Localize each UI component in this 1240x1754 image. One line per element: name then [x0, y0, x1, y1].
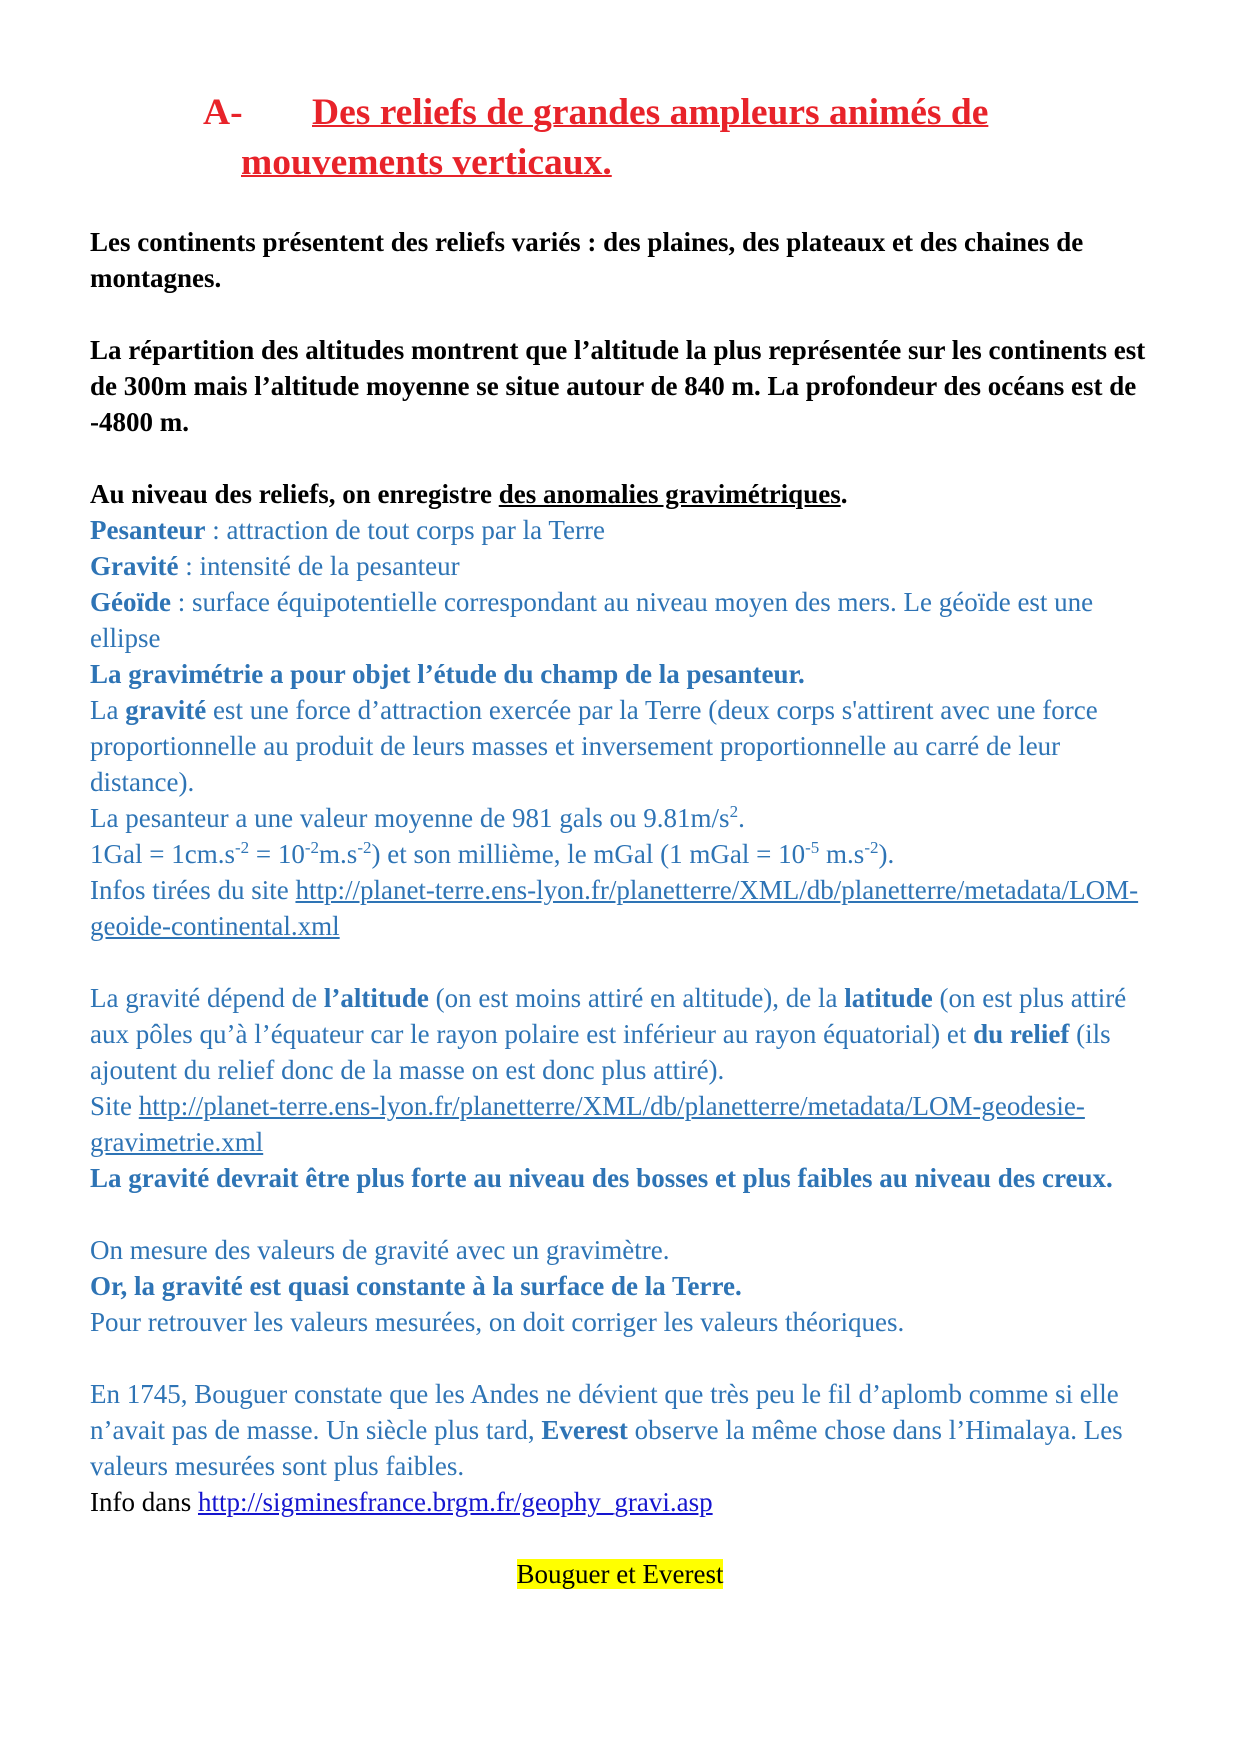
text-line: distance).: [90, 767, 195, 797]
section-title-part-1: Des reliefs de grandes ampleurs animés de: [312, 92, 989, 133]
definition-text: : surface équipotentielle correspondant au niveau moyen des mers. Le géoïde est une: [171, 587, 1094, 617]
section-heading: [90, 88, 1150, 188]
definition-geoide: [90, 584, 1150, 656]
source-link-sigmines[interactable]: http://sigminesfrance.brgm.fr/geophy_gravi.asp: [197, 1487, 713, 1517]
section-number: A-: [203, 92, 243, 133]
text-line: La répartition des altitudes montrent que l’altitude la plus représentée sur les continents est: [90, 335, 1146, 365]
text-line: La gravimétrie a pour objet l’étude du champ de la pesanteur.: [90, 659, 805, 689]
text-run: (on est moins attiré en altitude), de la: [428, 983, 845, 1013]
definition-term: Géoïde: [90, 587, 171, 617]
definition-term: Pesanteur: [90, 515, 206, 545]
source-link-geodesie[interactable]: [90, 1091, 1085, 1157]
exponent: -5: [805, 838, 820, 857]
paragraph-mean-value: [90, 800, 1150, 836]
text-run: La: [90, 695, 126, 725]
heading-line-2: [90, 138, 1150, 188]
text-line: ajoutent du relief donc de la masse on est donc plus attiré).: [90, 1055, 725, 1085]
paragraph-gal-definition: [90, 836, 1150, 872]
text-line: La gravité devrait être plus forte au niveau des bosses et plus faibles au niveau des creux.: [90, 1163, 1113, 1193]
gravimetry-definition: [90, 656, 1150, 692]
link-text[interactable]: http://planet-terre.ens-lyon.fr/planetterre/XML/db/planetterre/metadata/LOM-geodesie-: [138, 1091, 1085, 1121]
paragraph-anomalies: [90, 476, 1150, 512]
paragraph-measurement: [90, 1232, 1150, 1340]
exponent: -2: [864, 838, 879, 857]
definition-text: ellipse: [90, 623, 161, 653]
definition-text: : attraction de tout corps par la Terre: [205, 515, 605, 545]
source-label: Info dans: [90, 1487, 198, 1517]
text-run: 1Gal = 1cm.s: [90, 839, 235, 869]
definition-gravite: [90, 548, 1150, 584]
text-run: La pesanteur a une valeur moyenne de 981 gals ou 9.81m/s: [90, 803, 730, 833]
exponent: -2: [357, 838, 372, 857]
paragraph-continents: [90, 224, 1150, 296]
definition-text: : intensité de la pesanteur: [178, 551, 460, 581]
highlight-line: [90, 1556, 1150, 1592]
text-run: est une force d’attraction exercée par la Terre (deux corps s'attirent avec une force: [206, 695, 1098, 725]
heading-line-1: [90, 88, 1150, 138]
text-run: = 10: [249, 839, 305, 869]
source-geoide: [90, 872, 1150, 944]
text-run: m.s: [819, 839, 865, 869]
link-text[interactable]: geoide-continental.xml: [90, 911, 340, 941]
exponent: 2: [729, 802, 739, 821]
text-line: -4800 m.: [90, 407, 189, 437]
text-run: n’avait pas de masse. Un siècle plus tard,: [90, 1415, 542, 1445]
text-run: .: [840, 479, 848, 509]
gravity-conclusion: [90, 1160, 1150, 1196]
text-run: (ils: [1069, 1019, 1111, 1049]
definition-pesanteur: [90, 512, 1150, 548]
source-label: Infos tirées du site: [90, 875, 296, 905]
text-line: Les continents présentent des reliefs variés : des plaines, des plateaux et des chaines de: [90, 227, 1084, 257]
paragraph-gravity-factors: [90, 980, 1150, 1088]
text-line: On mesure des valeurs de gravité avec un gravimètre.: [90, 1235, 670, 1265]
text-line: valeurs mesurées sont plus faibles.: [90, 1451, 465, 1481]
text-run: (on est plus attiré: [932, 983, 1127, 1013]
text-run: aux pôles qu’à l’équateur car le rayon polaire est inférieur au rayon équatorial) et: [90, 1019, 974, 1049]
key-term-anomalies: des anomalies gravimétriques: [498, 479, 841, 509]
text-run: La gravité dépend de: [90, 983, 324, 1013]
text-line: de 300m mais l’altitude moyenne se situe autour de 840 m. La profondeur des océans est de: [90, 371, 1137, 401]
text-run: .: [738, 803, 745, 833]
text-line: montagnes.: [90, 263, 222, 293]
text-run: m.s: [319, 839, 358, 869]
link-text[interactable]: http://planet-terre.ens-lyon.fr/planetterre/XML/db/planetterre/metadata/LOM-: [295, 875, 1139, 905]
paragraph-gravity-force: [90, 692, 1150, 800]
section-title-part-2: mouvements verticaux.: [241, 142, 612, 183]
link-text[interactable]: gravimetrie.xml: [90, 1127, 264, 1157]
paragraph-altitudes: [90, 332, 1150, 440]
text-line: Pour retrouver les valeurs mesurées, on doit corriger les valeurs théoriques.: [90, 1307, 905, 1337]
text-run: observe la même chose dans l’Himalaya. Les: [627, 1415, 1123, 1445]
text-line: proportionnelle au produit de leurs masses et inversement proportionnelle au carré de leur: [90, 731, 1061, 761]
key-term-relief: du relief: [973, 1019, 1070, 1049]
source-label: Site: [90, 1091, 139, 1121]
text-line-emphasis: Or, la gravité est quasi constante à la surface de la Terre.: [90, 1271, 742, 1301]
key-term-everest: Everest: [541, 1415, 628, 1445]
source-sigmines: [90, 1484, 1150, 1520]
source-geodesie: [90, 1088, 1150, 1160]
text-run: Au niveau des reliefs, on enregistre: [90, 479, 499, 509]
text-run: ) et son millième, le mGal (1 mGal = 10: [371, 839, 806, 869]
text-run: ).: [878, 839, 895, 869]
highlighted-caption: Bouguer et Everest: [516, 1559, 724, 1589]
key-term-altitude: l’altitude: [323, 983, 429, 1013]
definition-term: Gravité: [90, 551, 179, 581]
key-term-latitude: latitude: [844, 983, 933, 1013]
exponent: -2: [234, 838, 250, 857]
exponent: -2: [304, 838, 320, 857]
text-line: En 1745, Bouguer constate que les Andes ne dévient que très peu le fil d’aplomb comme si elle: [90, 1379, 1119, 1409]
key-term-gravite: gravité: [125, 695, 207, 725]
paragraph-history: [90, 1376, 1150, 1484]
